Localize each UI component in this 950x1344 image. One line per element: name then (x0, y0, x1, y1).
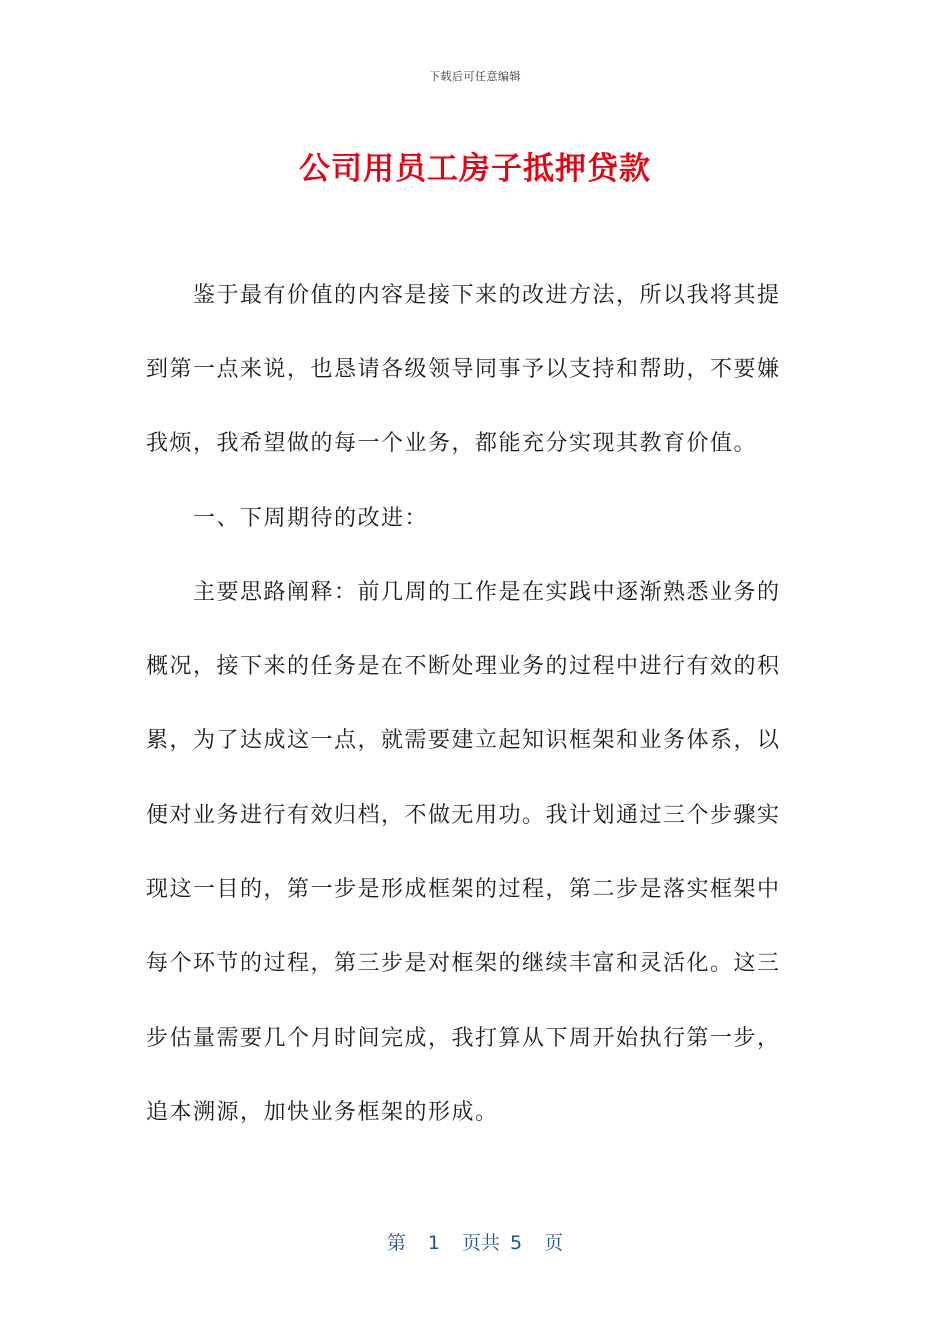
paragraph-line: 累，为了达成这一点，就需要建立起知识框架和业务体系，以 (146, 728, 781, 753)
paragraph-line: 追本溯源，加快业务框架的形成。 (146, 1100, 499, 1125)
page-footer (0, 1228, 950, 1255)
document-title: 公司用员工房子抵押贷款 (299, 151, 651, 187)
current-page-number: 1 (427, 1232, 440, 1254)
paragraph-line: 我烦，我希望做的每一个业务，都能充分实现其教育价值。 (146, 431, 758, 456)
paragraph-line: 到第一点来说，也恳请各级领导同事予以支持和帮助，不要嫌 (146, 357, 781, 382)
paragraph-line: 主要思路阐释：前几周的工作是在实践中逐渐熟悉业务的 (193, 580, 781, 605)
paragraph-line: 现这一目的，第一步是形成框架的过程，第二步是落实框架中 (146, 877, 781, 902)
page-label-mid: 页共 (461, 1232, 500, 1254)
paragraph-line: 概况，接下来的任务是在不断处理业务的过程中进行有效的积 (146, 654, 781, 679)
page-label-suffix: 页 (544, 1232, 564, 1254)
header-note: 下载后可任意编辑 (429, 70, 521, 83)
paragraph-line: 鉴于最有价值的内容是接下来的改进方法，所以我将其提 (193, 283, 781, 308)
section-heading: 一、下周期待的改进： (193, 506, 429, 531)
paragraph-line: 便对业务进行有效归档，不做无用功。我计划通过三个步骤实 (146, 803, 781, 828)
paragraph-line: 每个环节的过程，第三步是对框架的继续丰富和灵活化。这三 (146, 951, 781, 976)
paragraph-line: 步估量需要几个月时间完成，我打算从下周开始执行第一步， (146, 1026, 781, 1051)
total-pages-number: 5 (510, 1232, 523, 1254)
page-label-prefix: 第 (386, 1232, 406, 1254)
